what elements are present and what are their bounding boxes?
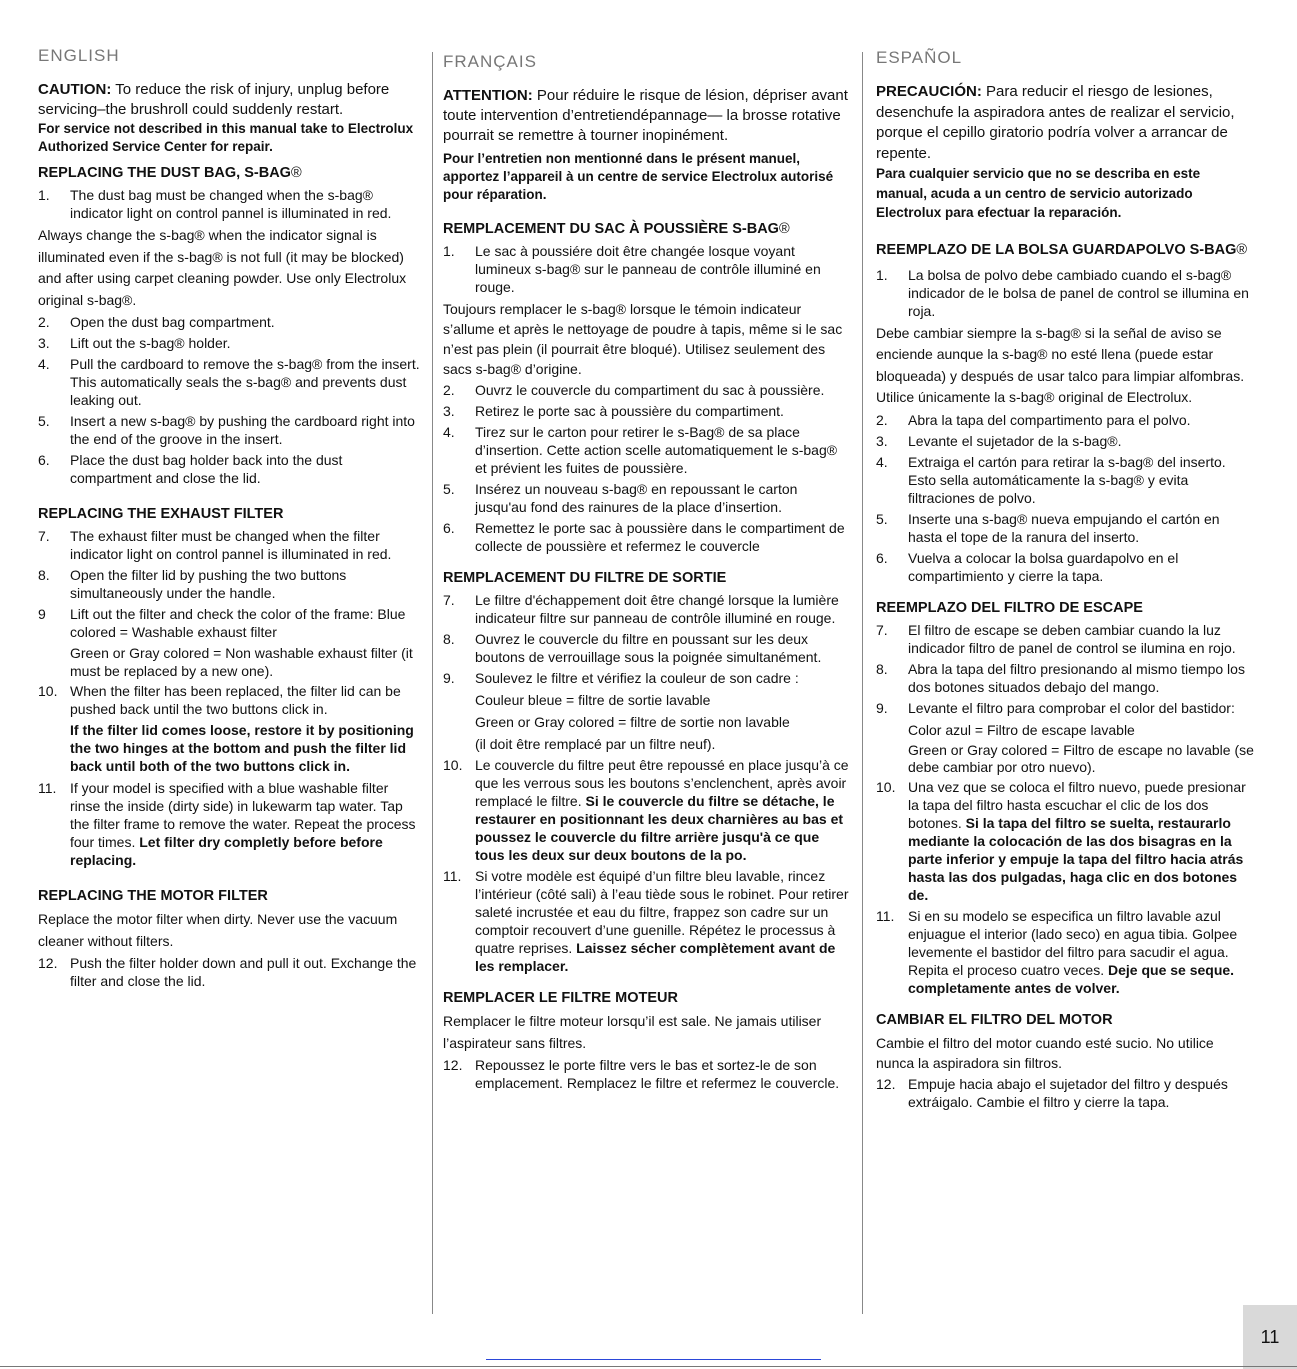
list-item: 9. Soulevez le filtre et vérifiez la couleur de son cadre : xyxy=(443,670,799,686)
always-change-paragraph: Always change the s-bag® when the indicator signal is illuminated even if the s-bag® is not full (it may be blocked) and after using carpet cleaning powder. Use only Electrolux original s-bag®. xyxy=(38,227,407,308)
motor-filter-heading: REPLACING THE MOTOR FILTER xyxy=(38,888,268,904)
list-item: 7. Le filtre d'échappement doit être changé lorsque la lumière indicateur filtre sur panneau de contrôle illuminé en rouge. xyxy=(443,592,839,626)
list-item: 5. Insert a new s-bag® by pushing the cardboard right into the end of the groove in the insert. xyxy=(38,413,415,447)
caution-paragraph xyxy=(443,86,849,146)
list-item: 12. Empuje hacia abajo el sujetador del filtro y después extráigalo. Cambie el filtro y cierre la tapa. xyxy=(876,1075,1228,1110)
list-item: 5. Insérez un nouveau s-bag® en repoussant le carton jusqu'au fond des rainures de la place d’insertion. xyxy=(443,481,798,515)
caution-paragraph xyxy=(876,82,1254,164)
dust-bag-heading: REMPLACEMENT DU SAC À POUSSIÈRE S-BAG® xyxy=(443,221,790,237)
list-item: 1. Le sac à poussiére doit être changée losque voyant lumineux s-bag® sur le panneau de contrôle illuminé en rouge. xyxy=(443,243,821,295)
list-item: 3. Retirez le porte sac à poussière du compartiment. xyxy=(443,403,784,419)
motor-filter-heading: REMPLACER LE FILTRE MOTEUR xyxy=(443,990,678,1006)
list-item-sub: Green or Gray colored = Filtro de escape no lavable (se debe cambiar por otro nuevo). xyxy=(908,741,1254,775)
list-item: 9. Levante el filtro para comprobar el color del bastidor: xyxy=(876,699,1235,716)
caution-label: ATTENTION: xyxy=(443,87,533,104)
list-item: 4. Tirez sur le carton pour retirer le s-Bag® de sa place d’insertion. Cette action scelle automatiquement le s-bag® et prévient les fuites de poussière. xyxy=(443,424,838,476)
caution-text: To reduce the risk of injury, unplug before servicing–the brushroll could suddenly restart. xyxy=(38,81,390,118)
list-item: 12. Push the filter holder down and pull it out. Exchange the filter and close the lid. xyxy=(38,955,417,989)
motor-filter-paragraph: Replace the motor filter when dirty. Never use the vacuum cleaner without filters. xyxy=(38,911,398,949)
list-item: 4. Extraiga el cartón para retirar la s-bag® del inserto. Esto sella automáticamente la s-bag® y evita filtraciones de polvo. xyxy=(876,453,1226,506)
service-note: For service not described in this manual take to Electrolux Authorized Service Center for repair. xyxy=(38,121,414,154)
column-divider xyxy=(432,52,433,1314)
list-item: 9 Lift out the filter and check the color of the frame: Blue colored = Washable exhaust filter xyxy=(38,606,406,640)
list-item: 5. Inserte una s-bag® nueva empujando el cartón en hasta el tope de la ranura del inserto. xyxy=(876,510,1220,545)
footer-link-underline xyxy=(486,1359,821,1360)
list-item: 10. Le couvercle du filtre peut être repoussé en place jusqu’à ce que les verrous sous les boutons s’enclenchent, après avoir remplacé le filtre. Si le couvercle du filtre se détache, le restaurer en positionnant les deux charnières au bas et poussez le couvercle du filtre arrière jusqu'à ce que tous les deux sur deux boutons de la po. xyxy=(443,757,849,863)
exhaust-filter-heading: REEMPLAZO DEL FILTRO DE ESCAPE xyxy=(876,599,1143,616)
english-column xyxy=(38,46,420,993)
list-item: 10. When the filter has been replaced, the filter lid can be pushed back until the two buttons click in. xyxy=(38,683,401,717)
dust-bag-heading: REEMPLAZO DE LA BOLSA GUARDAPOLVO S-BAG® xyxy=(876,241,1248,258)
list-item: 11. Si en su modelo se especifica un filtro lavable azul enjuague el interior (lado seco) en agua tibia. Golpee levemente el bastidor del filtro para sacudir el agua. Repita el proceso cuatro veces. Deje que se seque. completamente antes de volver. xyxy=(876,907,1238,996)
list-item: 1. La bolsa de polvo debe cambiado cuando el s-bag® indicador de le bolsa de panel de control se illumina en roja. xyxy=(876,266,1249,319)
list-item: 1. The dust bag must be changed when the s-bag® indicator light on control pannel is illuminated in red. xyxy=(38,187,392,221)
list-item: 8. Ouvrez le couvercle du filtre en poussant sur les deux boutons de verrouillage sous la poignée simultanément. xyxy=(443,631,822,665)
list-item-sub: (il doit être remplacé par un filtre neuf). xyxy=(475,736,716,752)
list-item-sub: Green or Gray colored = filtre de sortie non lavable xyxy=(475,714,790,730)
always-change-paragraph: Toujours remplacer le s-bag® lorsque le témoin indicateur s’allume et après le nettoyage de poudre à tapis, même si le sac n’est pas plein (il pourrait être bloqué). Utilisez seulement des sacs s-bag® d’origine. xyxy=(443,301,843,377)
column-divider xyxy=(862,52,863,1314)
list-item: 4. Pull the cardboard to remove the s-bag® from the insert. This automatically seals the s-bag® and prevents dust leaking out. xyxy=(38,356,420,408)
list-item: 3. Lift out the s-bag® holder. xyxy=(38,335,231,351)
exhaust-filter-heading: REMPLACEMENT DU FILTRE DE SORTIE xyxy=(443,570,727,586)
caution-label: CAUTION: xyxy=(38,81,112,98)
list-item: 6. Place the dust bag holder back into the dust compartment and close the lid. xyxy=(38,452,343,486)
language-heading: FRANÇAIS xyxy=(443,52,537,71)
motor-filter-heading: CAMBIAR EL FILTRO DEL MOTOR xyxy=(876,1011,1113,1028)
motor-filter-paragraph: Remplacer le filtre moteur lorsqu’il est sale. Ne jamais utiliser l’aspirateur sans filtres. xyxy=(443,1013,822,1051)
list-item: 6. Remettez le porte sac à poussière dans le compartiment de collecte de poussière et refermez le couvercle xyxy=(443,520,845,554)
always-change-paragraph: Debe cambiar siempre la s-bag® si la señal de aviso se enciende aunque la s-bag® no esté llena (puede estar bloqueada) y después de usar talco para limpiar alfombras. Utilice únicamente la s-bag® original de Electrolux. xyxy=(876,324,1245,405)
list-item: 11. Si votre modèle est équipé d’un filtre bleu lavable, rincez l’intérieur (côté sali) à l’eau tiède sous le robinet. Pour retirer saleté incrustée et eau du filtre, frappez son cadre sur un comptoir recouvert d’une guenille. Répétez le processus à quatre reprises. Laissez sécher complètement avant de les remplacer. xyxy=(443,868,849,974)
list-item: 12. Repoussez le porte filtre vers le bas et sortez-le de son emplacement. Remplacez le filtre et refermez le couvercle. xyxy=(443,1057,840,1091)
list-item-sub: Color azul = Filtro de escape lavable xyxy=(908,721,1135,738)
french-column xyxy=(443,52,849,1095)
filter-lid-note: If the filter lid comes loose, restore it by positioning the two hinges at the bottom and push the filter lid back until both of the two buttons click in. xyxy=(70,722,414,774)
language-heading: ESPAÑOL xyxy=(876,48,963,67)
caution-paragraph xyxy=(38,80,420,120)
dust-bag-heading: REPLACING THE DUST BAG, S-BAG® xyxy=(38,165,302,181)
caution-text: Para reducir el riesgo de lesiones, desenchufe la aspiradora antes de realizar el servicio, porque el cepillo giratorio podría volver a arrancar de repente. xyxy=(876,83,1235,162)
list-item: 11. If your model is specified with a blue washable filter rinse the inside (dirty side) in lukewarm tap water. Tap the filter frame to remove the water. Repeat the process four times. Let filter dry completly before before replacing. xyxy=(38,780,416,868)
exhaust-filter-heading: REPLACING THE EXHAUST FILTER xyxy=(38,506,284,522)
list-item: 7. The exhaust filter must be changed when the filter indicator light on control pannel is illuminated in red. xyxy=(38,528,392,562)
service-note: Pour l’entretien non mentionné dans le présent manuel, apportez l’appareil à un centre de service Electrolux autorisé pour réparation. xyxy=(443,151,834,202)
motor-filter-paragraph: Cambie el filtro del motor cuando esté sucio. No utilice nunca la aspiradora sin filtros. xyxy=(876,1034,1214,1071)
bottom-rule xyxy=(0,1366,1297,1367)
list-item: 3. Levante el sujetador de la s-bag®. xyxy=(876,432,1122,449)
caution-label: PRECAUCIÓN: xyxy=(876,83,982,100)
list-item: 8. Open the filter lid by pushing the two buttons simultaneously under the handle. xyxy=(38,567,347,601)
service-note: Para cualquier servicio que no se describa en este manual, acuda a un centro de servicio autorizado Electrolux para efectuar la reparación. xyxy=(876,166,1201,220)
list-item-sub: Couleur bleue = filtre de sortie lavable xyxy=(475,692,711,708)
list-item: 2. Ouvrz le couvercle du compartiment du sac à poussière. xyxy=(443,382,825,398)
language-heading: ENGLISH xyxy=(38,46,120,65)
list-item: 2. Open the dust bag compartment. xyxy=(38,314,275,330)
list-item-sub: Green or Gray colored = Non washable exhaust filter (it must be replaced by a new one). xyxy=(70,645,413,679)
list-item: 6. Vuelva a colocar la bolsa guardapolvo en el compartimiento y cierre la tapa. xyxy=(876,549,1179,584)
list-item: 2. Abra la tapa del compartimento para el polvo. xyxy=(876,411,1191,428)
page-number: 11 xyxy=(1243,1305,1297,1369)
list-item: 8. Abra la tapa del filtro presionando al mismo tiempo los dos botones situados debajo del mango. xyxy=(876,660,1245,695)
list-item: 7. El filtro de escape se deben cambiar cuando la luz indicador filtro de panel de control se ilumina en rojo. xyxy=(876,621,1236,656)
caution-text: Pour réduire le risque de lésion, dépriser avant toute intervention d’entretiendépannage— la brosse rotative pourrait se remettre à tourner inopinément. xyxy=(443,87,848,144)
list-item: 10. Una vez que se coloca el filtro nuevo, puede presionar la tapa del filtro hasta escuchar el clic de los dos botones. Si la tapa del filtro se suelta, restaurarlo mediante la colocación de las dos bisagras en la parte inferior y empuje la tapa del filtro hacia atrás hasta las dos pulgadas, haga clic en dos botones de. xyxy=(876,778,1246,903)
spanish-column xyxy=(876,48,1254,1114)
